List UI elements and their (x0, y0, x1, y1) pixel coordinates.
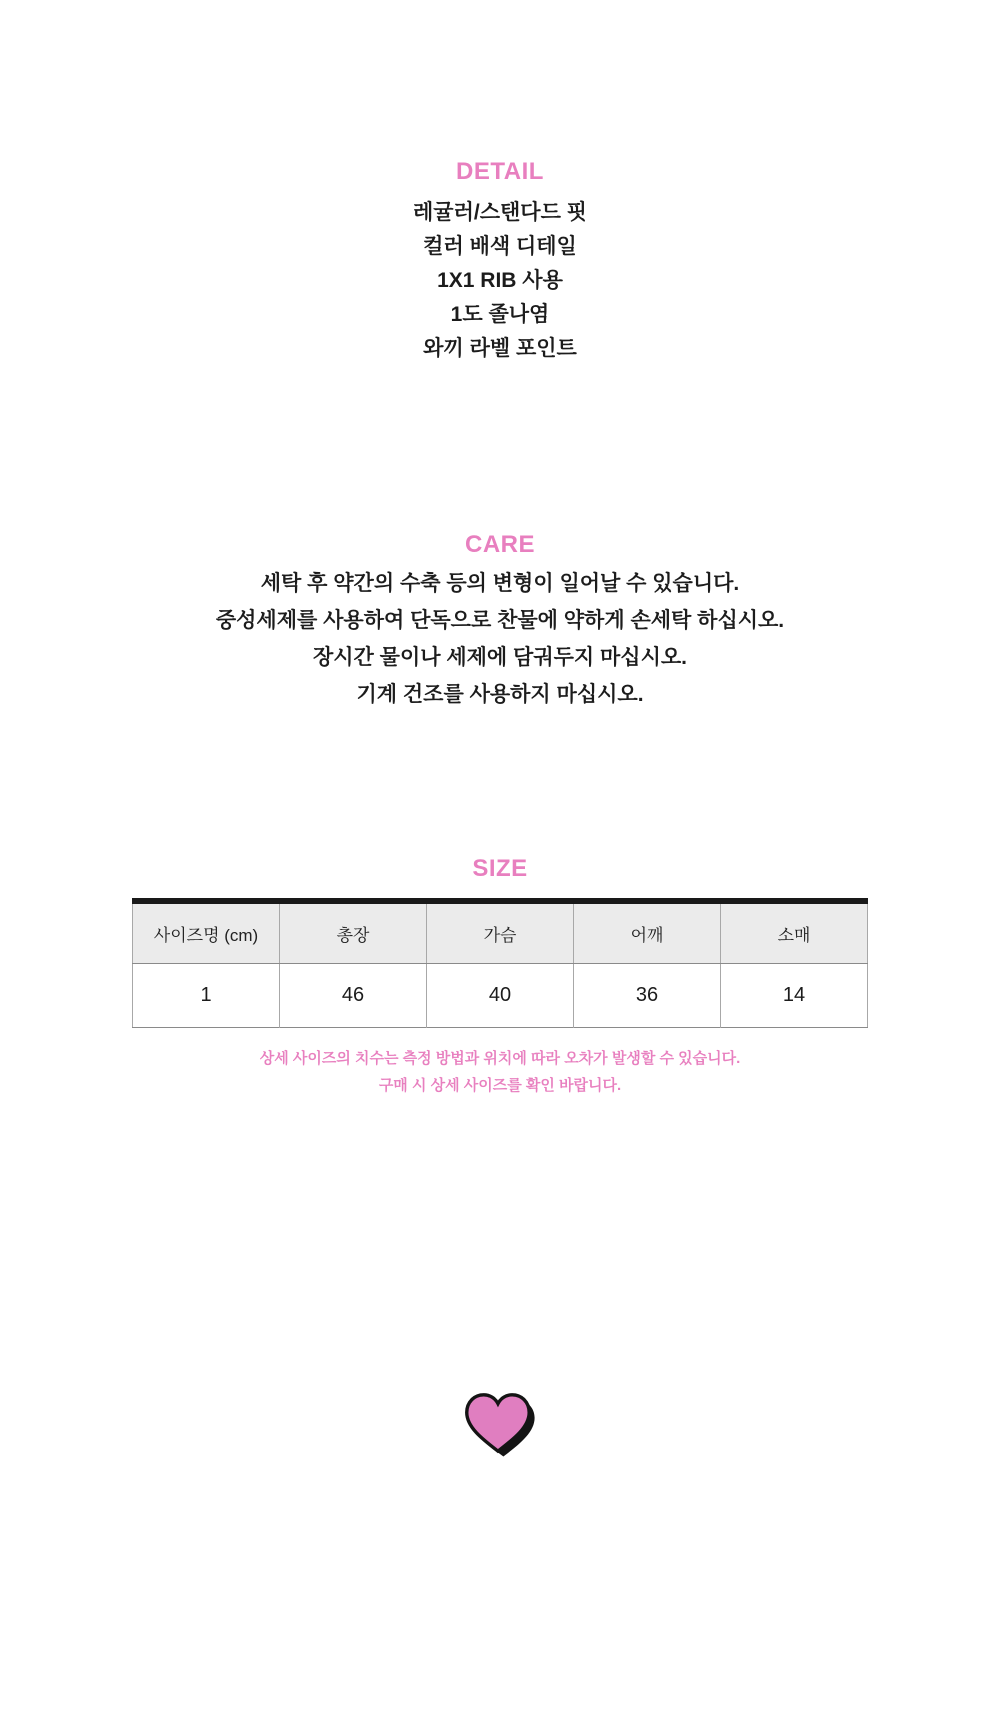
care-lines (0, 565, 1000, 713)
size-table-header-row (133, 901, 868, 963)
heart-logo-icon (462, 1448, 538, 1465)
detail-section (0, 0, 1000, 366)
size-note: 상세 사이즈의 치수는 측정 방법과 위치에 따라 오차가 발생할 수 있습니다. (259, 1049, 741, 1067)
size-table-cell: 1 (133, 963, 280, 1027)
size-table-header-cell: 가슴 (427, 901, 574, 963)
size-table-header-cell: 사이즈명 (cm) (133, 901, 280, 963)
size-section (0, 855, 1000, 1099)
care-line: 중성세제를 사용하여 단독으로 찬물에 약하게 손세탁 하십시오. (215, 609, 785, 632)
size-table-head (133, 901, 868, 963)
size-table-cell: 46 (280, 963, 427, 1027)
detail-line: 컬러 배색 디테일 (423, 235, 577, 258)
size-table-cell: 40 (427, 963, 574, 1027)
care-section (0, 531, 1000, 713)
size-table-cell: 36 (574, 963, 721, 1027)
size-table-header-cell: 어깨 (574, 901, 721, 963)
care-line: 기계 건조를 사용하지 마십시오. (356, 683, 644, 706)
size-note: 구매 시 상세 사이즈를 확인 바랍니다. (378, 1076, 622, 1094)
detail-heading: DETAIL (456, 158, 544, 185)
footer (0, 1389, 1000, 1466)
size-table-data-row (133, 963, 868, 1027)
size-table-header-cell: 총장 (280, 901, 427, 963)
size-table (132, 898, 868, 1028)
detail-line: 1X1 RIB 사용 (437, 269, 563, 292)
care-heading: CARE (464, 531, 535, 558)
detail-lines (0, 196, 1000, 366)
detail-line: 레귤러/스탠다드 핏 (413, 201, 587, 224)
size-table-body (133, 963, 868, 1027)
size-table-header-cell: 소매 (721, 901, 868, 963)
size-table-cell: 14 (721, 963, 868, 1027)
care-line: 세탁 후 약간의 수축 등의 변형이 일어날 수 있습니다. (260, 572, 740, 595)
detail-line: 와끼 라벨 포인트 (423, 337, 577, 360)
size-heading: SIZE (472, 855, 528, 882)
detail-line: 1도 졸나염 (450, 303, 550, 326)
size-notes (0, 1045, 1000, 1099)
care-line: 장시간 물이나 세제에 담궈두지 마십시오. (312, 646, 688, 669)
